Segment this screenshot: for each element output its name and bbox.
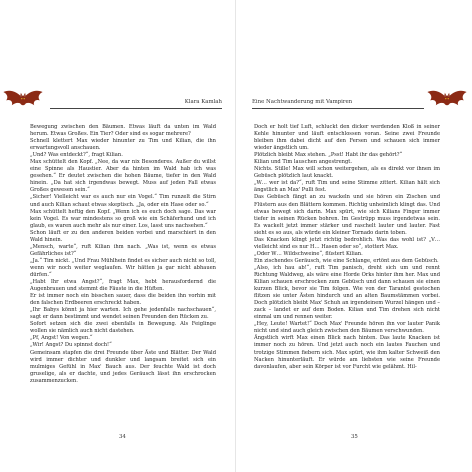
body-text	[30, 124, 216, 385]
paragraph: „Und? Was entdeckt?“, fragt Kilian.	[30, 152, 123, 159]
running-head: Eine Nachtwanderung mit Vampiren	[252, 99, 353, 105]
paragraph: „Mensch, warte“, ruft Kilian ihm nach. „Was ist, wenn es etwas Gefährliches ist?“	[30, 243, 216, 257]
paragraph: „Also, ich hau ab!“, ruft Tim panisch, dreht sich um und rennt Richtung Waldweg, als wäre eine Horde Orks hinter ihm her. Max und Kilian schauen erschrocken zum Gebüsch und dann schauen sie einen kurzen Blick, bevor sie Tim folgen. Wie von der Tarantel gestochen flitzen sie unter Ästen hindurch und an alten Baumstämmen vorbei. Doch plötzlich bleibt Max' Schuh an irgendeinem Wurzel hängen und – zack – landet er auf dem Boden. Kilian und Tim drehen sich nicht einmal um und rennen weiter.	[254, 264, 440, 321]
paragraph: „Oder W… Wildschweine“, flüstert Kilian.	[254, 250, 363, 257]
paragraph: „Hey, Leute! Wartet!“ Doch Max' Freunde hören ihn vor lauter Panik nicht und sind auch gleich zwischen den Bäumen verschwunden.	[254, 321, 440, 335]
paragraph: Bewegung zwischen den Bäumen. Etwas läuft da unten im Wald herum. Etwas Großes. Ein Tier? Oder sind es sogar mehrere?	[30, 124, 216, 138]
paragraph: Kilian und Tim lauschen angestrengt.	[254, 159, 352, 166]
paragraph: Schon läuft er zu den anderen beiden vorbei und marschiert in den Wald hinein.	[30, 229, 216, 243]
paragraph: „Pf, Angst! Von wegen.“	[30, 335, 93, 342]
paragraph: Max schüttelt heftig den Kopf. „Wenn ich es euch doch sage. Das war kein Vogel. Es war mindestens so groß wie ein Schäferhund und ich glaub, es waren auch mehr als nur einer. Los, lasst uns nachsehen.“	[30, 208, 216, 229]
page-number: 34	[119, 434, 126, 440]
paragraph: Das Knacken klingt jetzt richtig bedrohlich. Was das wohl ist? „V… vielleicht sind es nur H… Hasen oder so“, stottert Max.	[254, 236, 440, 250]
paragraph: Max schüttelt den Kopf. „Nee, da war nix Besonderes. Außer du willst eine Spinne als Haustier. Aber da hinten im Wald hab ich was gesehen.“ Er deutet zwischen die hohen Bäume, tiefer in den Wald hinein. „Da hat sich irgendwas bewegt. Muss auf jeden Fall etwas Großes gewesen sein.“	[30, 159, 216, 194]
paragraph: Nichts. Stille! Max will schon weitergehen, als es direkt vor ihnen im Gebüsch plötzlich laut knackt.	[254, 166, 440, 180]
page-number: 35	[351, 434, 358, 440]
header-rule	[252, 108, 424, 109]
bat-icon-shape	[3, 91, 42, 106]
paragraph: „Wir! Angst? Du spinnst doch!“	[30, 342, 112, 349]
paragraph: Gemeinsam stapfen die drei Freunde über Äste und Blätter. Der Wald wird immer dichter und dunkler und langsam breitet sich ein mulmiges Gefühl in Max' Bauch aus. Der feuchte Wald ist doch gruselige, als er dachte, und jedes Geräusch lässt ihn erschrocken zusammenzucken.	[30, 349, 216, 384]
paragraph: „Sicher! Vielleicht war es auch nur ein Vogel.“ Tim runzelt die Stirn und auch Kilian schaut etwas skeptisch. „Ja, oder ein Hase oder so.“	[30, 194, 216, 208]
paragraph: Ängstlich wirft Max einen Blick nach hinten. Das laute Knacken ist immer noch zu hören. Und jetzt auch noch ein lautes Fauchen und trotzige Stimmen fiebern sich. Max spürt, wie ihm kalter Schweiß den Nacken hinunterläuft. Er würde am liebsten wie seine Freunde davonlaufen, aber sein Körper ist vor Furcht wie gelähmt. Hil-	[254, 335, 440, 370]
paragraph: „Habt Ihr etwa Angst?“, fragt Max, hebt herausfordernd die Augenbrauen und stemmt die Fäuste in die Hüften.	[30, 279, 216, 293]
paragraph: „W… wer ist da?“, ruft Tim und seine Stimme zittert. Kilian hält sich ängstlich an Max' Pulli fest.	[254, 180, 440, 194]
paragraph: „Ja.“ Tim nickt. „Und Frau Mühlhein findet es sicher auch nicht so toll, wenn wir noch weiter weglaufen. Wir hätten ja gar nicht abhauen dürfen.“	[30, 257, 216, 278]
paragraph: „Ihr Babys könnt ja hier warten. Ich gehe jedenfalls nachschauen“, sagt er dann bestimmt und wendet seinen Freunden den Rücken zu.	[30, 307, 216, 321]
bat-icon	[426, 84, 468, 114]
right-page	[236, 0, 472, 472]
paragraph: Ein zischendes Geräusch, wie eine Schlange, ertönt aus dem Gebüsch.	[254, 257, 439, 264]
running-head: Klara Kamlah	[184, 99, 222, 105]
paragraph: Doch er holt tief Luft, schluckt den dicker werdenden Kloß in seiner Kehle hinunter und läuft entschlossen voran. Seine zwei Freunde bleiben ihm dabei dicht auf den Fersen und schauen sich immer wieder ängstlich um.	[254, 124, 440, 152]
paragraph: Das Gebüsch fängt an zu wackeln und sie hören ein Zischen und Flüstern aus den Blättern kommen. Richtig unheimlich klingt das. Und etwas bewegt sich darin. Max spürt, wie sich Kilians Finger immer tiefer in seinen Rücken bohren. Im Gestrüpp muss irgendetwas sein. Es wackelt jetzt immer stärker und raschelt lauter und lauter. Fast sieht es so aus, als würde ein kleiner Tornado darin toben.	[254, 194, 440, 236]
paragraph: Plötzlich bleibt Max stehen. „Psst! Habt ihr das gehört?“	[254, 152, 403, 159]
bat-icon-shape	[427, 91, 466, 106]
header-rule	[50, 108, 222, 109]
paragraph: Schnell klettert Max wieder hinunter zu Tim und Kilian, die ihn erwartungsvoll anschauen.	[30, 138, 216, 152]
paragraph: Sofort setzen sich die zwei ebenfalls in Bewegung. Als Feiglinge wollen sie nämlich auch nicht dastehen.	[30, 321, 216, 335]
bat-icon	[2, 84, 44, 114]
paragraph: Er ist immer noch ein bisschen sauer, dass die beiden ihn vorhin mit den falschen Erdbeeren erschreckt haben.	[30, 293, 216, 307]
body-text	[254, 124, 440, 371]
